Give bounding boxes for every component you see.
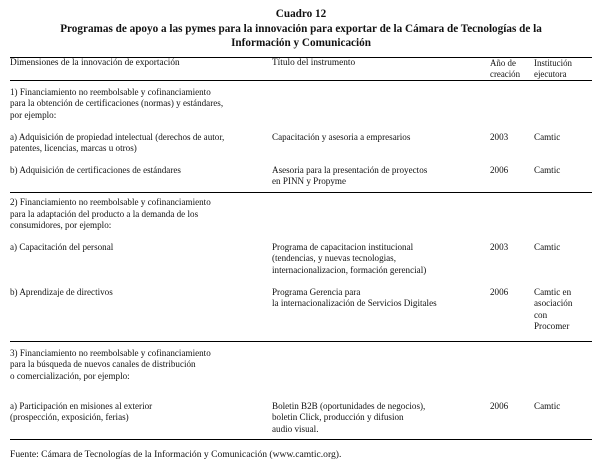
table-section-2: [10, 193, 592, 333]
row-instrumento-line-1: Boletin B2B (oportunidades de negocios),: [272, 400, 426, 411]
row-instrumento-line-3: audio visual.: [272, 423, 319, 434]
row-anio-value: 2003: [490, 131, 509, 142]
section-heading-3-instrumento: [272, 342, 490, 383]
row-institucion-line-1: Camtic en: [534, 286, 572, 297]
row-institucion: [534, 122, 592, 155]
row-institucion: [534, 383, 592, 436]
table-caption: [10, 0, 592, 51]
section-heading-1-line-3: por ejemplo:: [10, 109, 57, 120]
row-institucion-line-4: Procomer: [534, 321, 570, 332]
row-instrumento-line-1: Asesoria para la presentación de proyectos: [272, 164, 428, 175]
row-instrumento-line-2: boletin Click, producción y difusion: [272, 412, 404, 423]
column-header-anio-line-1: Año de: [490, 57, 516, 68]
column-header-instrumento: Título del instrumento: [272, 57, 356, 68]
row-institucion-line-1: Camtic: [534, 164, 561, 175]
row-instrumento: [272, 155, 490, 188]
table-source-note: Fuente: Cámara de Tecnologías de la Información y Comunicación (www.camtic.org).: [10, 449, 342, 461]
row-institucion: [534, 155, 592, 188]
section-heading-1-instrumento: [272, 81, 490, 122]
table-row: [10, 383, 592, 436]
section-heading-1-line-1: 1) Financiamiento no reembolsable y cofinanciamiento: [10, 86, 211, 97]
row-anio-value: 2006: [490, 164, 509, 175]
section-heading-2-anio: [490, 193, 534, 232]
row-anio-value: 2003: [490, 241, 509, 252]
table-row: [10, 155, 592, 188]
row-instrumento-line-3: internacionalizacion, formación gerencial): [272, 264, 427, 275]
section-heading-3-institucion: [534, 342, 592, 383]
section-heading-2-institucion: [534, 193, 592, 232]
row-anio: [490, 122, 534, 155]
section-heading-row: [10, 342, 592, 383]
row-institucion: [534, 277, 592, 333]
row-anio: [490, 277, 534, 333]
table-header-row: [10, 58, 592, 80]
row-instrumento-line-1: Capacitación y asesoria a empresarios: [272, 131, 411, 142]
row-dimension-line-1: b) Adquisición de certificaciones de estándares: [10, 164, 181, 175]
section-heading-2-line-1: 2) Financiamiento no reembolsable y cofinanciamiento: [10, 196, 211, 207]
section-heading-2-line-3: consumidores, por ejemplo:: [10, 220, 112, 231]
section-heading-row: [10, 81, 592, 122]
column-header-institucion-line-1: Institución: [534, 57, 572, 68]
section-heading-2-instrumento: [272, 193, 490, 232]
row-instrumento: [272, 232, 490, 277]
row-dimension-line-1: a) Capacitación del personal: [10, 241, 114, 252]
section-heading-1-institucion: [534, 81, 592, 122]
table-row: [10, 122, 592, 155]
row-institucion-line-2: asociación: [534, 298, 573, 309]
column-header-anio: [490, 58, 534, 80]
row-instrumento-line-1: Programa de capacitacion institucional: [272, 241, 414, 252]
row-instrumento-line-2: en PINN y Propyme: [272, 176, 347, 187]
row-anio-value: 2006: [490, 400, 509, 411]
section-heading-2: [10, 193, 272, 232]
row-dimension-line-1: a) Participación en misiones al exterior: [10, 400, 153, 411]
row-institucion-line-1: Camtic: [534, 400, 561, 411]
row-institucion-line-1: Camtic: [534, 241, 561, 252]
row-instrumento-line-2: (tendencias, y nuevas tecnologias,: [272, 253, 396, 264]
row-instrumento-line-1: Programa Gerencia para: [272, 286, 361, 297]
table-section-1: [10, 81, 592, 188]
cuadro-number: Cuadro 12: [275, 8, 327, 20]
row-dimension-line-1: a) Adquisición de propiedad intelectual (derechos de autor,: [10, 131, 225, 142]
cuadro-title: Programas de apoyo a las pymes para la innovación para exportar de la Cámara de Tecnologías de la Información y Comunicación: [60, 22, 542, 50]
row-dimension-line-2: patentes, licencias, marcas u otros): [10, 143, 137, 154]
row-anio: [490, 383, 534, 436]
row-institucion-line-3: con: [534, 309, 548, 320]
section-heading-3-anio: [490, 342, 534, 383]
row-dimension-line-1: b) Aprendizaje de directivos: [10, 286, 113, 297]
section-heading-1: [10, 81, 272, 122]
row-dimension: [10, 277, 272, 333]
table-row: [10, 277, 592, 333]
section-heading-3-line-1: 3) Financiamiento no reembolsable y cofinanciamiento: [10, 347, 211, 358]
row-institucion-line-1: Camtic: [534, 131, 561, 142]
section-heading-3-line-2: para la búsqueda de nuevos canales de distribución: [10, 359, 196, 370]
section-heading-1-line-2: para la obtención de certificaciones (normas) y estándares,: [10, 98, 224, 109]
row-instrumento: [272, 277, 490, 333]
row-instrumento: [272, 122, 490, 155]
row-anio-value: 2006: [490, 286, 509, 297]
row-dimension: [10, 232, 272, 277]
table-row: [10, 232, 592, 277]
section-heading-1-anio: [490, 81, 534, 122]
table-section-3: [10, 342, 592, 436]
section-heading-3-line-3: o comercialización, por ejemplo:: [10, 371, 130, 382]
section-heading-3: [10, 342, 272, 383]
row-instrumento: [272, 383, 490, 436]
column-header-anio-line-2: creación: [490, 68, 521, 79]
row-anio: [490, 155, 534, 188]
table-header: [10, 58, 592, 80]
row-dimension: [10, 122, 272, 155]
row-dimension: [10, 155, 272, 188]
column-header-institucion-line-2: ejecutora: [534, 68, 567, 79]
row-instrumento-line-2: la internacionalización de Servicios Digitales: [272, 298, 437, 309]
row-dimension: [10, 383, 272, 436]
section-heading-row: [10, 193, 592, 232]
column-header-dimension: Dimensiones de la innovación de exportación: [10, 57, 180, 68]
row-institucion: [534, 232, 592, 277]
section-heading-2-line-2: para la adaptación del producto a la demanda de los: [10, 208, 199, 219]
column-header-institucion: [534, 58, 592, 80]
row-dimension-line-2: (prospección, exposición, ferias): [10, 412, 129, 423]
row-anio: [490, 232, 534, 277]
